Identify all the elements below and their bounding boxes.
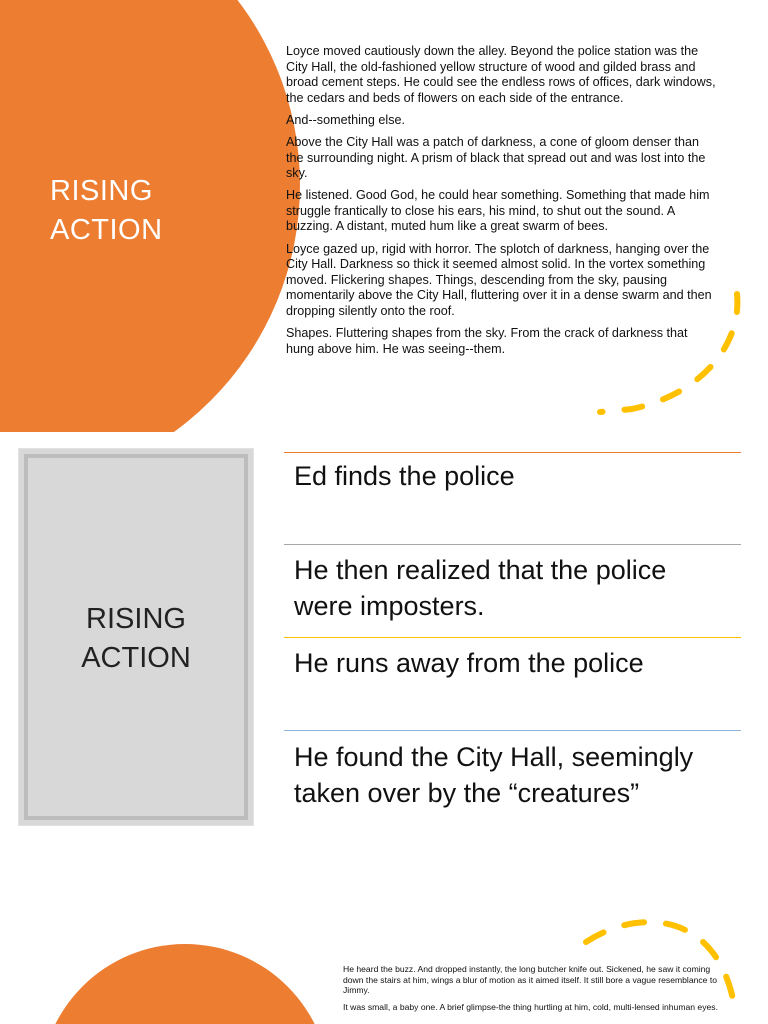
- story-paragraph: Above the City Hall was a patch of darkness, a cone of gloom denser than the surrounding night. A prism of black that spread out and was lost into the sky.: [286, 134, 706, 181]
- separator-line: [284, 544, 741, 545]
- separator-line: [284, 730, 741, 731]
- slide-title: [18, 600, 254, 678]
- slide-rising-action-story: [0, 0, 768, 432]
- slide-title: [50, 172, 250, 250]
- story-paragraph: And--something else.: [286, 112, 406, 127]
- story-excerpt: [343, 964, 728, 1018]
- event-item: He runs away from the police: [294, 648, 644, 678]
- story-paragraph: He heard the buzz. And dropped instantly, the long butcher knife out. Sickened, he saw it coming down the stairs at him, wings a blur of motion as it aimed itself. It still bore a vague resemblance to Jimmy.: [343, 964, 718, 996]
- title-line-1: RISING: [50, 175, 153, 207]
- slide-rising-action-events: [0, 432, 768, 1024]
- title-line-1: RISING: [86, 603, 186, 635]
- dashed-arc-doodle: [592, 284, 752, 424]
- event-item: Ed finds the police: [294, 461, 515, 491]
- title-line-2: ACTION: [50, 214, 163, 246]
- separator-line: [284, 637, 741, 638]
- orange-circle-decoration: [40, 944, 330, 1024]
- story-paragraph: Shapes. Fluttering shapes from the sky. From the crack of darkness that hung above him. He was seeing--them.: [286, 326, 688, 356]
- story-paragraph: Loyce moved cautiously down the alley. Beyond the police station was the City Hall, the old-fashioned yellow structure of wood and gilded brass and broad cement steps. He could see the endless rows of offices, dark windows, the cedars and beds of flowers on each side of the entrance.: [286, 44, 716, 105]
- story-paragraph: Loyce gazed up, rigid with horror. The splotch of darkness, hanging over the City Hall. Darkness so thick it seemed almost solid. In the vortex something moved. Flickering shapes. Things, descending from the sky, pausing momentarily above the City Hall, fluttering over it in a dense swarm and then dropping silently onto the roof.: [286, 241, 712, 318]
- story-paragraph: He listened. Good God, he could hear something. Something that made him struggle frantically to close his ears, his mind, to shut out the sound. A buzzing. A distant, muted hum like a great swarm of bees.: [286, 188, 710, 234]
- event-item: He then realized that the police were imposters.: [294, 555, 667, 621]
- title-line-2: ACTION: [81, 642, 191, 674]
- story-paragraph: It was small, a baby one. A brief glimpse-the thing hurtling at him, cold, multi-lensed inhuman eyes.: [343, 1001, 718, 1012]
- event-item: He found the City Hall, seemingly taken over by the “creatures”: [294, 742, 694, 808]
